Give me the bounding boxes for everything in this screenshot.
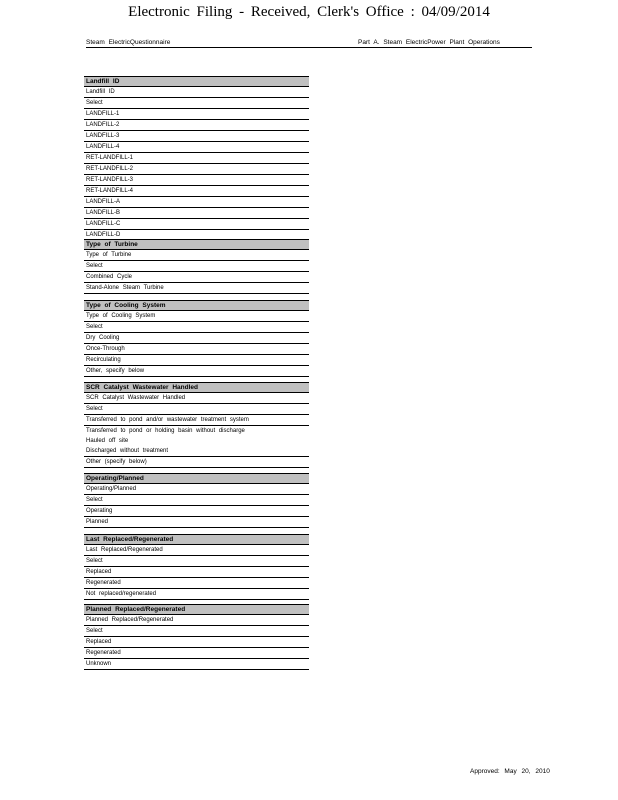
- list-item: LANDFILL-3: [84, 131, 309, 142]
- list-item: Type of Turbine: [84, 250, 309, 261]
- list-item: Select: [84, 98, 309, 109]
- header-rule: [86, 47, 532, 48]
- list-item: Landfill ID: [84, 87, 309, 98]
- list-item: RET-LANDFILL-2: [84, 164, 309, 175]
- list-item: Other, specify below: [84, 366, 309, 377]
- list-item: Select: [84, 626, 309, 637]
- list-section: [84, 473, 309, 528]
- list-section: [84, 534, 309, 600]
- list-section: [84, 239, 309, 294]
- filing-stamp: Electronic Filing - Received, Clerk's Office : 04/09/2014: [128, 4, 490, 20]
- list-item: LANDFILL-C: [84, 219, 309, 230]
- approval-date: Approved: May 20, 2010: [470, 768, 550, 775]
- list-item: LANDFILL-A: [84, 197, 309, 208]
- list-item: Select: [84, 404, 309, 415]
- list-item: Planned: [84, 517, 309, 528]
- list-item: Stand-Alone Steam Turbine: [84, 283, 309, 294]
- section-heading: Landfill ID: [84, 76, 309, 87]
- list-section: [84, 382, 309, 468]
- list-item: Transferred to pond or holding basin without discharge: [86, 428, 245, 434]
- list-section: [84, 76, 309, 241]
- section-heading: Type of Cooling System: [84, 300, 309, 311]
- list-item: Regenerated: [84, 578, 309, 589]
- list-item: Select: [84, 495, 309, 506]
- list-item: RET-LANDFILL-1: [84, 153, 309, 164]
- list-item: LANDFILL-1: [84, 109, 309, 120]
- list-item: LANDFILL-D: [84, 230, 309, 241]
- list-section: [84, 604, 309, 670]
- part-title: Part A. Steam ElectricPower Plant Operations: [358, 39, 500, 46]
- list-item: LANDFILL-2: [84, 120, 309, 131]
- list-item: Not replaced/regenerated: [84, 589, 309, 600]
- list-item: RET-LANDFILL-4: [84, 186, 309, 197]
- list-item: RET-LANDFILL-3: [84, 175, 309, 186]
- list-item: Hauled off site: [86, 438, 129, 444]
- list-item: Select: [84, 556, 309, 567]
- list-item: Last Replaced/Regenerated: [84, 545, 309, 556]
- section-heading: Last Replaced/Regenerated: [84, 534, 309, 545]
- list-item: Type of Cooling System: [84, 311, 309, 322]
- list-item: Regenerated: [84, 648, 309, 659]
- list-item: Discharged without treatment: [84, 446, 309, 457]
- list-item: LANDFILL-B: [84, 208, 309, 219]
- list-item: Operating/Planned: [84, 484, 309, 495]
- section-heading: Planned Replaced/Regenerated: [84, 604, 309, 615]
- list-item: Once-Through: [84, 344, 309, 355]
- questionnaire-title: Steam ElectricQuestionnaire: [86, 39, 171, 46]
- list-item: Replaced: [84, 567, 309, 578]
- section-heading: SCR Catalyst Wastewater Handled: [84, 382, 309, 393]
- list-item: Combined Cycle: [84, 272, 309, 283]
- list-item: Transferred to pond and/or wastewater treatment system: [84, 415, 309, 426]
- list-item: Planned Replaced/Regenerated: [84, 615, 309, 626]
- section-heading: Operating/Planned: [84, 473, 309, 484]
- list-item: Unknown: [84, 659, 309, 670]
- list-item: Recirculating: [84, 355, 309, 366]
- list-item: Replaced: [84, 637, 309, 648]
- list-item: Select: [84, 322, 309, 333]
- list-item: Other (specify below): [84, 457, 309, 468]
- list-item: Dry Cooling: [84, 333, 309, 344]
- list-item: SCR Catalyst Wastewater Handled: [84, 393, 309, 404]
- list-section: [84, 300, 309, 377]
- list-item: LANDFILL-4: [84, 142, 309, 153]
- section-heading: Type of Turbine: [84, 239, 309, 250]
- list-item: Select: [84, 261, 309, 272]
- list-item: Operating: [84, 506, 309, 517]
